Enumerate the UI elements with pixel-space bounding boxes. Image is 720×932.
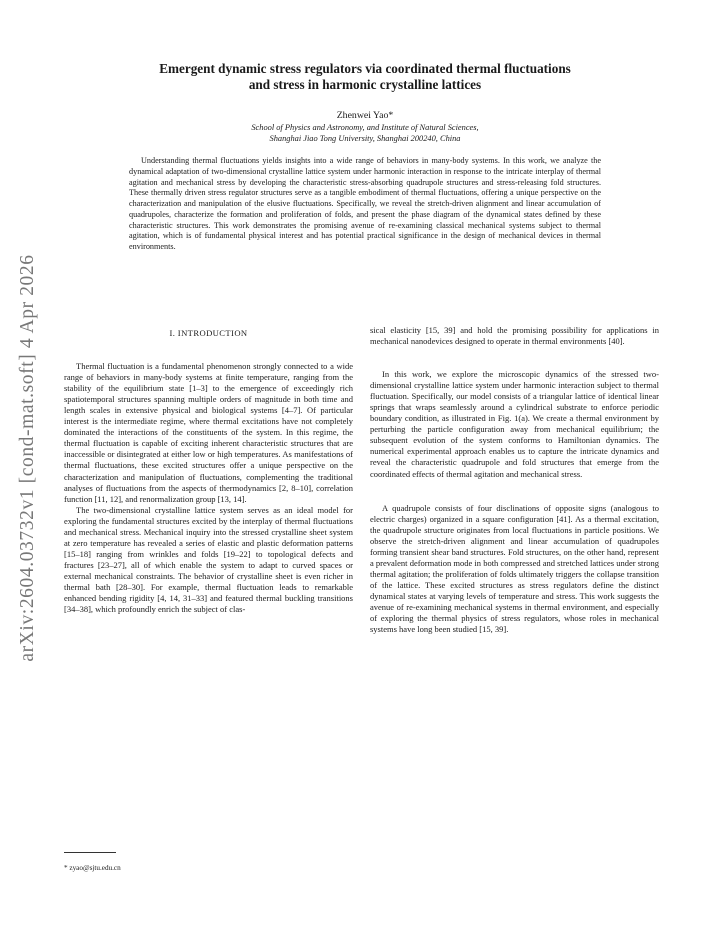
affiliation-line-1: School of Physics and Astronomy, and Institute of Natural Sciences, <box>251 123 479 132</box>
right-column <box>370 325 659 635</box>
arxiv-id: arXiv:2604.03732v1 [cond-mat.soft] 4 Apr 2026 <box>17 254 38 662</box>
footnote: * zyao@sjtu.edu.cn <box>64 864 121 872</box>
footnote-rule <box>64 852 116 853</box>
right-paragraph-2: A quadrupole consists of four disclinations of opposite signs (analogous to electric charges) organized in a square configuration [41]. As a thermal excitation, the quadrupole structure originates from local fluctuations in particle positions. We observe the stretch-driven alignment and linear accumulation of quadrupoles forming transient shear band structures. Fold structures, on the other hand, represent a prevalent deformation mode in both compressed and stretched lattices under strong thermal agitation; the proliferation of folds ultimately triggers the collapse transition of the lattice. These excited structures as stress regulators define the distinct dynamical states at varying levels of temperature and stress. This work suggests the avenue of re-examining mechanical systems in thermal environment, and especially of exploring the thermal physics of stress regulators, whose roles in mechanical systems have long been studied [15, 39]. <box>370 502 659 635</box>
affiliation <box>100 122 630 144</box>
intro-paragraph-2: The two-dimensional crystalline lattice system serves as an ideal model for exploring the fundamental structures excited by the interplay of thermal fluctuations and mechanical stress. Mechanical inquiry into the stressed crystalline sheet system at zero temperature has revealed a series of elastic and plastic deformation patterns [15–18] ranging from wrinkles and folds [19–22] to topological defects and fractures [23–27], all of which enable the system to adapt to curved spaces or external mechanical constraints. The behavior of crystalline sheet is even richer in thermal bath [28–30]. For example, thermal fluctuation leads to remarkable enhanced bending rigidity [4, 14, 31–33] and featured thermal buckling transitions [34–38], which profoundly enrich the subject of clas- <box>64 504 353 615</box>
title-line-1: Emergent dynamic stress regulators via coordinated thermal fluctuations <box>159 61 571 76</box>
abstract: Understanding thermal fluctuations yields insights into a wide range of behaviors in many-body systems. In this work, we analyze the dynamical adaptation of two-dimensional crystalline lattice system under harmonic interaction in response to the intricate interplay of thermal agitation and mechanical stress by developing the characteristic stress-absorbing quadrupole structures and stress-releasing fold structures. These thermally driven stress regulator structures serve as a tangible embodiment of thermal fluctuations, offering a unique perspective on the characterization and manipulation of the elusive fluctuations. Specifically, we reveal the stretch-driven alignment and linear accumulation of quadrupoles, characterize the formation and proliferation of folds, and present the phase diagram of the dynamical states defined by these characteristic structures. This work demonstrates the promising avenue of re-examining classical mechanical systems subject to thermal agitation, which is of fundamental physical interest and has potential practical significance in the design of mechanical devices in thermal environments. <box>129 156 601 251</box>
right-paragraph-0: sical elasticity [15, 39] and hold the promising possibility for applications in mechanical nanodevices designed to operate in thermal environments [40]. <box>370 325 659 347</box>
right-paragraph-1: In this work, we explore the microscopic dynamics of the stressed two-dimensional crystalline lattice system under harmonic interaction subject to thermal fluctuation. Specifically, our model consists of a triangular lattice of identical linear springs that wraps seamlessly around a cylindrical substrate to enforce periodic boundary condition, as illustrated in Fig. 1(a). We create a thermal environment by perturbing the particle configuration away from mechanical equilibrium; the subsequent evolution of the system conforms to Hamiltonian dynamics. The numerical experimental approach enables us to capture the intricate dynamics and reveal the characteristic quadrupole and fold structures that emerge from the coordinated effects of thermal agitation and mechanical stress. <box>370 369 659 479</box>
author: Zhenwei Yao* <box>336 110 394 121</box>
arxiv-stamp <box>8 248 48 668</box>
title-line-2: and stress in harmonic crystalline lattices <box>248 77 482 92</box>
affiliation-line-2: Shanghai Jiao Tong University, Shanghai 200240, China <box>269 134 461 143</box>
section-heading: I. INTRODUCTION <box>169 328 248 338</box>
left-column <box>64 328 353 615</box>
intro-paragraph-1: Thermal fluctuation is a fundamental phenomenon strongly connected to a wide range of behaviors in many-body systems at finite temperature, ranging from the stability of the equilibrium state [1–3] to the emergence of exceedingly rich spatiotemporal structures spanning multiple orders of magnitude in both time and length scales in extensive physical and biological systems [4–7]. Of particular interest is the intermediate regime, where thermal excitations have not completely dominated the interactions of the constituents of the system. In this regime, the thermal fluctuation is capable of exciting inherent characteristic structures that are inaccessible or disintegrated at either low or high temperatures. As manifestations of thermal fluctuations, these excited structures offer a unique perspective on the characterization and manipulation of fluctuations, complementing the traditional analyses of fluctuations from the aspects of thermodynamics [2, 8–10], correlation function [11, 12], and renormalization group [13, 14]. <box>64 361 353 504</box>
paper-title <box>100 61 630 93</box>
